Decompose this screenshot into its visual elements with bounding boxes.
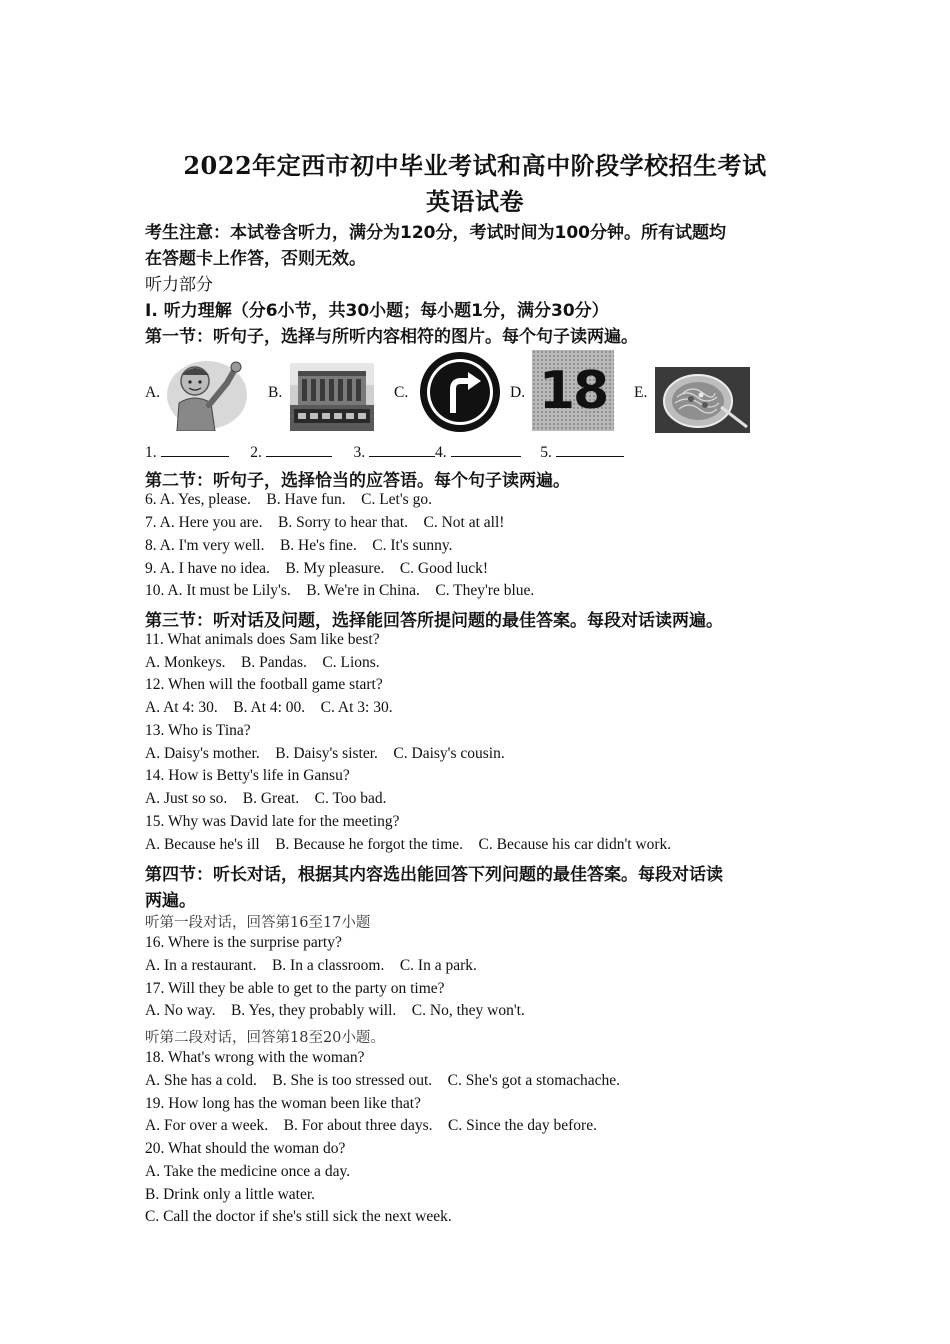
picture-label-b: B. bbox=[268, 384, 283, 401]
question-line: 17. Will they be able to get to the party on time? bbox=[145, 980, 445, 997]
options-line: C. Call the doctor if she's still sick the next week. bbox=[145, 1208, 452, 1225]
section4-heading-line2: 两遍。 bbox=[145, 891, 196, 911]
options-line: A. Just so so. B. Great. C. Too bad. bbox=[145, 790, 387, 807]
section4-heading-line1: 第四节：听长对话，根据其内容选出能回答下列问题的最佳答案。每段对话读 bbox=[145, 865, 723, 885]
options-line: B. Drink only a little water. bbox=[145, 1186, 316, 1203]
question-line: 6. A. Yes, please. B. Have fun. C. Let's go. bbox=[145, 491, 432, 508]
question-line: 7. A. Here you are. B. Sorry to hear that. C. Not at all! bbox=[145, 514, 505, 531]
options-line: A. Because he's ill B. Because he forgot the time. C. Because his car didn't work. bbox=[145, 836, 672, 853]
question-line: 12. When will the football game start? bbox=[145, 676, 383, 693]
section2-heading: 第二节：听句子，选择恰当的应答语。每个句子读两遍。 bbox=[145, 471, 570, 491]
notice-line1: 考生注意：本试卷含听力，满分为120分，考试时间为100分钟。所有试题均 bbox=[145, 223, 726, 243]
dialogue1-instruction: 听第一段对话，回答第16至17小题 bbox=[145, 915, 371, 931]
question-line: 15. Why was David late for the meeting? bbox=[145, 813, 400, 830]
answer-blank-2[interactable] bbox=[266, 442, 332, 457]
answer-blank-4[interactable] bbox=[451, 442, 521, 457]
dialogue2-instruction: 听第二段对话，回答第18至20小题。 bbox=[145, 1030, 385, 1046]
turn-right-sign-picture bbox=[419, 351, 501, 433]
question-line: 13. Who is Tina? bbox=[145, 722, 251, 739]
blank-label-3: 3. bbox=[353, 444, 366, 461]
section1-heading: 第一节：听句子，选择与所听内容相符的图片。每个句子读两遍。 bbox=[145, 327, 638, 347]
question-line: 8. A. I'm very well. B. He's fine. C. It's sunny. bbox=[145, 537, 453, 554]
options-line: A. Monkeys. B. Pandas. C. Lions. bbox=[145, 654, 380, 671]
question-line: 19. How long has the woman been like that? bbox=[145, 1095, 421, 1112]
answer-blank-1[interactable] bbox=[161, 442, 229, 457]
options-line: A. Take the medicine once a day. bbox=[145, 1163, 351, 1180]
options-line: A. At 4: 30. B. At 4: 00. C. At 3: 30. bbox=[145, 699, 393, 716]
library-building-picture bbox=[290, 363, 374, 431]
blank-label-1: 1. bbox=[145, 444, 157, 461]
options-line: A. For over a week. B. For about three days. C. Since the day before. bbox=[145, 1117, 597, 1134]
picture-label-d: D. bbox=[510, 384, 526, 401]
boy-waving-picture bbox=[165, 355, 248, 431]
answer-blank-3[interactable] bbox=[369, 442, 435, 457]
section3-heading: 第三节：听对话及问题，选择能回答所提问题的最佳答案。每段对话读两遍。 bbox=[145, 611, 723, 631]
question-line: 16. Where is the surprise party? bbox=[145, 934, 342, 951]
number-18-text: 18 bbox=[538, 360, 608, 421]
exam-title-line2: 英语试卷 bbox=[426, 187, 524, 216]
picture-label-e: E. bbox=[634, 384, 648, 401]
notice-line2: 在答题卡上作答，否则无效。 bbox=[145, 249, 366, 269]
section-i-heading: Ⅰ. 听力理解（分6小节，共30小题；每小题1分，满分30分） bbox=[145, 301, 609, 321]
picture-label-c: C. bbox=[394, 384, 409, 401]
question-line: 14. How is Betty's life in Gansu? bbox=[145, 767, 350, 784]
question-line: 11. What animals does Sam like best? bbox=[145, 631, 380, 648]
picture-label-a: A. bbox=[145, 384, 161, 401]
question-line: 20. What should the woman do? bbox=[145, 1140, 346, 1157]
exam-title-line1: 2022年定西市初中毕业考试和高中阶段学校招生考试 bbox=[183, 151, 767, 180]
blank-label-2: 2. bbox=[250, 444, 262, 461]
picture-answer-blanks bbox=[145, 442, 624, 462]
part-listening-heading: 听力部分 bbox=[145, 275, 213, 295]
blank-label-4: 4. bbox=[435, 444, 447, 461]
number-18-picture bbox=[532, 350, 614, 431]
question-line: 9. A. I have no idea. B. My pleasure. C. Good luck! bbox=[145, 560, 489, 577]
options-line: A. In a restaurant. B. In a classroom. C. In a park. bbox=[145, 957, 477, 974]
question-line: 18. What's wrong with the woman? bbox=[145, 1049, 365, 1066]
options-line: A. She has a cold. B. She is too stressed out. C. She's got a stomachache. bbox=[145, 1072, 621, 1089]
options-line: A. No way. B. Yes, they probably will. C. No, they won't. bbox=[145, 1002, 525, 1019]
noodles-bowl-picture bbox=[655, 367, 750, 433]
question-line: 10. A. It must be Lily's. B. We're in China. C. They're blue. bbox=[145, 582, 535, 599]
blank-label-5: 5. bbox=[540, 444, 552, 461]
options-line: A. Daisy's mother. B. Daisy's sister. C. Daisy's cousin. bbox=[145, 745, 505, 762]
answer-blank-5[interactable] bbox=[556, 442, 624, 457]
